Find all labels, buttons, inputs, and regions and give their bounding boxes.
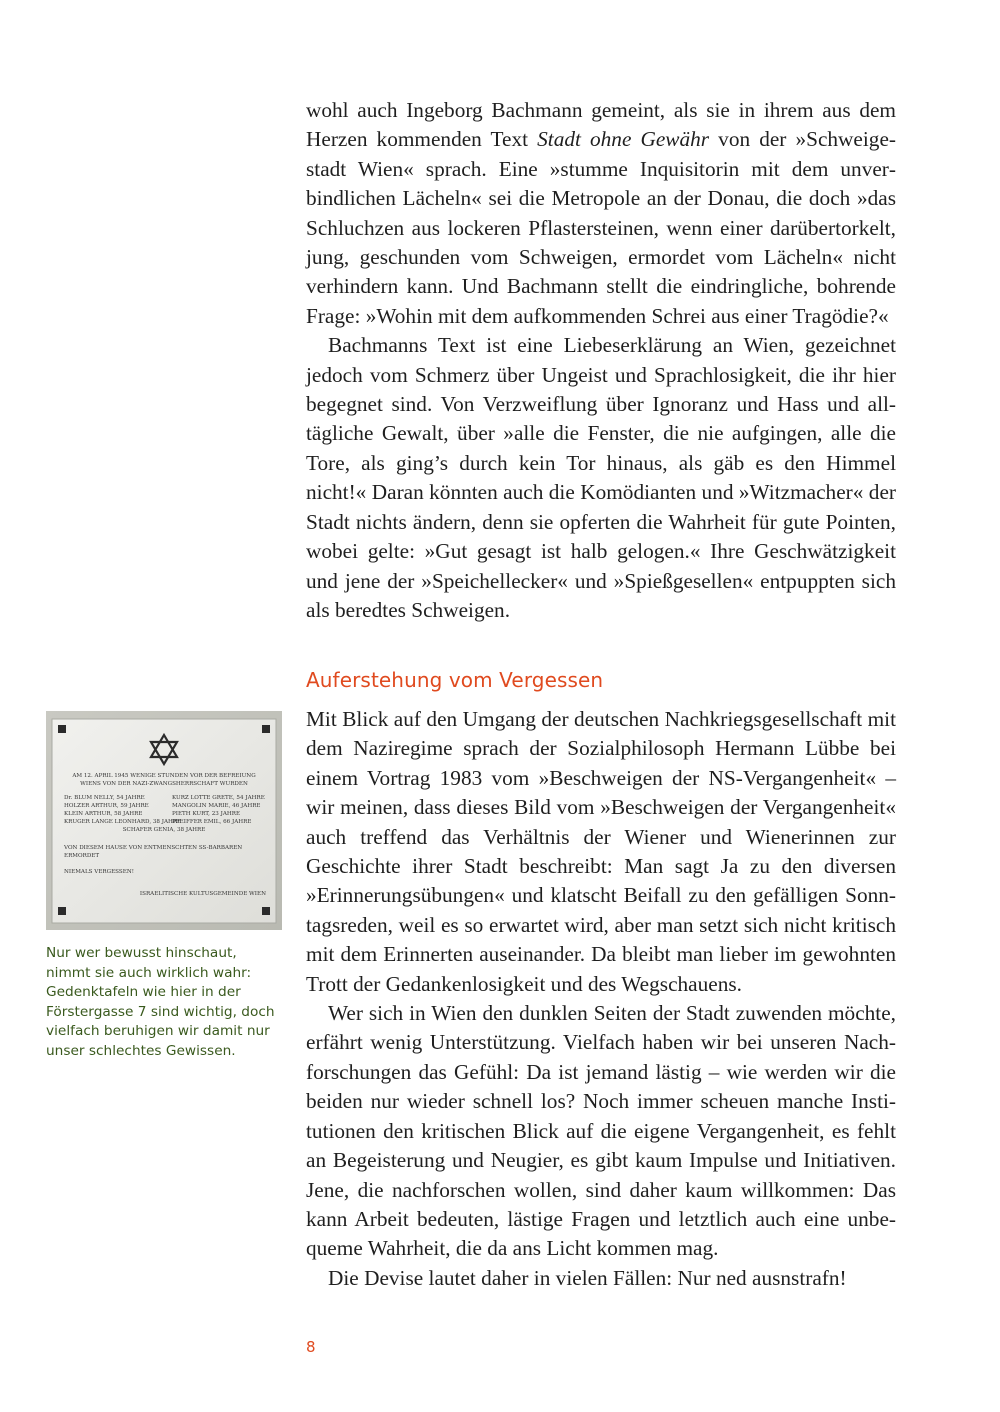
book-title: Stadt ohne Gewähr bbox=[537, 127, 710, 152]
plaque-line: PIETH KURT, 23 JAHRE bbox=[172, 811, 241, 817]
plaque-line: PFEIFFER EMIL, 66 JAHRE bbox=[172, 819, 252, 825]
plaque-line: MANGOLIN MARIE, 46 JAHRE bbox=[172, 803, 261, 809]
plaque-line: KRUGER LANGE LEONHARD, 38 JAHRE bbox=[64, 819, 182, 825]
plaque-line: KURZ LOTTE GRETE, 54 JAHRE bbox=[172, 795, 265, 801]
plaque-line: Dr. BLUM NELLY, 54 JAHRE bbox=[64, 795, 145, 801]
plaque-line: WIENS VON DER NAZI-ZWANGSHERRSCHAFT WURDEN bbox=[80, 781, 248, 787]
plaque-line: SCHAFER GENIA, 38 JAHRE bbox=[122, 827, 206, 833]
paragraph-text: von der »Schweigestadt Wien« sprach. Eine »stumme Inquisitorin mit dem unverbindlichen Lächeln« sei die Metropole an der Donau, die doch »das Schluchzen aus lockeren Pflastersteinen, wenn einer darübertorkelt, jung, geschunden vom Schweigen, ermordet vom Lächeln« nicht verhindern kann. Und Bachmann stellt die eindringliche, bohrende Frage: »Wohin mit dem aufkommenden Schrei aus einer Tragödie?« bbox=[306, 127, 896, 328]
paragraph-bachmann-text: Bachmanns Text ist eine Liebeserklärung an Wien, gezeichnet jedoch vom Schmerz über Ungeist und Sprachlosigkeit, die ihr hier begegnet sind. Von Verzweiflung über Ignoranz und Hass und alltägliche Gewalt, über »alle die Fenster, die nie aufgingen, alle die Tore, als ging’s durch kein Tor hinaus, als gäb es den Himmel nicht!« Daran könnten auch die Komödianten und »Witzmacher« der Stadt nichts ändern, denn sie opferten die Wahrheit für gute Pointen, wobei gelte: »Gut gesagt ist halb gelogen.« Ihre Geschwätzigkeit und jene der »Speichellecker« und »Spießgesellen« entpuppten sich als beredtes Schweigen. bbox=[306, 333, 896, 622]
paragraph-unterstuetzung: Wer sich in Wien den dunklen Seiten der Stadt zuwenden möchte, erfährt wenig Unterstützung. Vielfach haben wir bei unseren Nachforschungen das Gefühl: Da ist jemand lästig – wie werden wir die beiden nur wieder schnell los? Noch immer scheuen manche Institutionen den kritischen Blick auf die eigene Vergangenheit, es fehlt an Begeisterung und Neugier, es gibt kaum Impulse und Initiativen. Jene, die nachforschen wollen, sind daher kaum willkommen: Das kann Arbeit bedeuten, lästige Fragen und letztlich auch eine unbequeme Wahrheit, die da ans Licht kommen mag. bbox=[306, 1001, 896, 1261]
section-heading: Auferstehung vom Vergessen bbox=[306, 668, 604, 692]
plaque-line: VON DIESEM HAUSE VON ENTMENSCHTEN SS-BARBAREN bbox=[64, 845, 243, 851]
photo-caption: Nur wer bewusst hinschaut, nimmt sie auch wirklich wahr: Gedenktafeln wie hier in der Förstergasse 7 sind wichtig, doch vielfach beruhigen wir damit nur unser schlechtes Gewissen. bbox=[46, 945, 275, 1059]
plaque-line: KLEIN ARTHUR, 58 JAHRE bbox=[64, 811, 143, 817]
paragraph-devise: Die Devise lautet daher in vielen Fällen: Nur ned ausnstrafn! bbox=[328, 1265, 847, 1290]
paragraph-luebbe: Mit Blick auf den Umgang der deutschen Nachkriegsgesellschaft mit dem Naziregime sprach der Sozialphilosoph Hermann Lübbe bei einem Vortrag 1983 vom »Beschweigen der NS-Vergangenheit« – wir meinen, dass dieses Bild vom »Beschweigen der Vergangenheit« auch treffend das Verhältnis der Wiener und Wienerinnen zur Geschichte ihrer Stadt beschreibt: Man sagt Ja zu den diversen »Erinnerungsübungen« und klatscht Beifall zu den gefälligen Sonntagsreden, weil es so erwartet wird, aber man setzt sich nicht kritisch mit dem Erinnerten auseinander. Da bleibt man lieber im gewohnten Trott der Gedankenlosigkeit und des Wegschauens. bbox=[306, 707, 896, 996]
main-text-column bbox=[306, 96, 896, 625]
paragraph-text: wohl auch Ingeborg Bachmann gemeint, als sie in ihrem aus dem Herzen kommenden Text bbox=[306, 98, 896, 152]
plaque-line: AM 12. APRIL 1945 WENIGE STUNDEN VOR DER BEFREIUNG bbox=[72, 773, 256, 779]
plaque-line: ERMORDET bbox=[64, 853, 100, 859]
plaque-line: ISRAELITISCHE KULTUSGEMEINDE WIEN bbox=[139, 891, 266, 897]
memorial-plaque-photo bbox=[46, 711, 282, 930]
paragraph-bachmann-intro bbox=[306, 96, 896, 331]
section-text-column bbox=[306, 705, 896, 1293]
plaque-line: HOLZER ARTHUR, 59 JAHRE bbox=[64, 803, 149, 809]
plaque-line: NIEMALS VERGESSEN! bbox=[64, 869, 134, 875]
page-number: 8 bbox=[306, 1338, 316, 1356]
